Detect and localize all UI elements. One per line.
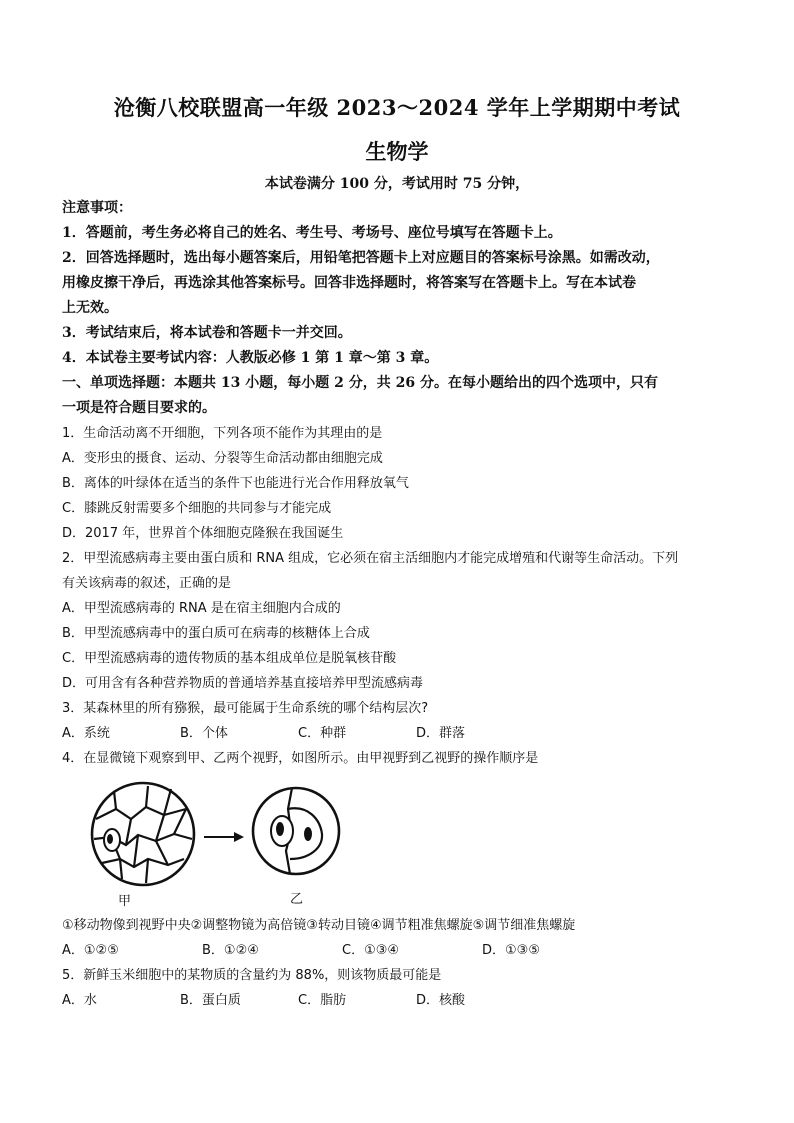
q2-option-b: B．甲型流感病毒中的蛋白质可在病毒的核糖体上合成 [62, 626, 370, 641]
note-4: 4．本试卷主要考试内容：人教版必修 1 第 1 章～第 3 章。 [62, 350, 439, 366]
q5-options [62, 988, 734, 1013]
note-2-line-2: 用橡皮擦干净后，再选涂其他答案标号。回答非选择题时，将答案写在答题卡上。写在本试卷 [62, 275, 636, 291]
q1-option-d: D．2017 年，世界首个体细胞克隆猴在我国诞生 [62, 526, 344, 541]
field-yi [253, 788, 339, 874]
exam-title: 沧衡八校联盟高一年级 2023～2024 学年上学期期中考试 [113, 95, 681, 120]
field-jia [92, 783, 194, 885]
label-yi: 乙 [290, 892, 304, 907]
q2-stem-line-1: 2．甲型流感病毒主要由蛋白质和 RNA 组成，它必须在宿主活细胞内才能完成增殖和代谢等生命活动。下列 [62, 551, 679, 566]
label-jia: 甲 [118, 894, 132, 909]
q1-option-c: C．膝跳反射需要多个细胞的共同参与才能完成 [62, 501, 332, 516]
q2-option-a: A．甲型流感病毒的 RNA 是在宿主细胞内合成的 [62, 601, 341, 616]
q3-options [62, 721, 734, 746]
q5-option-a: A．水 [62, 993, 97, 1008]
q5-option-c: C．脂肪 [298, 993, 347, 1008]
q4-option-a: A．①②⑤ [62, 943, 119, 958]
q4-stem: 4．在显微镜下观察到甲、乙两个视野，如图所示。由甲视野到乙视野的操作顺序是 [62, 751, 539, 766]
q4-option-b: B．①②④ [202, 943, 259, 958]
q4-figure [62, 771, 734, 913]
exam-body [62, 196, 734, 1013]
note-2-line-1: 2．回答选择题时，选出每小题答案后，用铅笔把答题卡上对应题目的答案标号涂黑。如需改动， [62, 250, 660, 266]
notes-heading: 注意事项： [62, 200, 132, 216]
q3-option-d: D．群落 [416, 726, 466, 741]
q4-steps: ①移动物像到视野中央②调整物镜为高倍镜③转动目镜④调节粗准焦螺旋⑤调节细准焦螺旋 [62, 918, 576, 933]
q1-option-a: A．变形虫的摄食、运动、分裂等生命活动都由细胞完成 [62, 451, 383, 466]
microscope-fields-figure [76, 779, 376, 913]
q3-option-b: B．个体 [180, 726, 228, 741]
note-2-line-3: 上无效。 [62, 300, 118, 316]
q5-stem: 5．新鲜玉米细胞中的某物质的含量约为 88%，则该物质最可能是 [62, 968, 442, 983]
q4-options [62, 938, 734, 963]
q2-option-d: D．可用含有各种营养物质的普通培养基直接培养甲型流感病毒 [62, 676, 424, 691]
q5-option-d: D．核酸 [416, 993, 466, 1008]
q1-option-b: B．离体的叶绿体在适当的条件下也能进行光合作用释放氧气 [62, 476, 409, 491]
exam-meta: 本试卷满分 100 分，考试用时 75 分钟， [264, 176, 530, 192]
q3-stem: 3．某森林里的所有猕猴，最可能属于生命系统的哪个结构层次? [62, 701, 429, 716]
subject-title: 生物学 [365, 139, 429, 164]
q1-stem: 1．生命活动离不开细胞，下列各项不能作为其理由的是 [62, 426, 383, 441]
q2-stem-line-2: 有关该病毒的叙述，正确的是 [62, 576, 232, 591]
note-1: 1．答题前，考生务必将自己的姓名、考生号、考场号、座位号填写在答题卡上。 [62, 225, 562, 241]
section-1-heading-line-1: 一、单项选择题：本题共 13 小题，每小题 2 分，共 26 分。在每小题给出的四个选项中，只有 [62, 375, 658, 391]
q4-option-d: D．①③⑤ [482, 943, 540, 958]
note-3: 3．考试结束后，将本试卷和答题卡一并交回。 [62, 325, 352, 341]
q4-option-c: C．①③④ [342, 943, 400, 958]
q3-option-c: C．种群 [298, 726, 347, 741]
arrow-icon [204, 832, 244, 842]
q2-option-c: C．甲型流感病毒的遗传物质的基本组成单位是脱氧核苷酸 [62, 651, 397, 666]
section-1-heading-line-2: 一项是符合题目要求的。 [62, 400, 216, 416]
q5-option-b: B．蛋白质 [180, 993, 241, 1008]
q3-option-a: A．系统 [62, 726, 110, 741]
